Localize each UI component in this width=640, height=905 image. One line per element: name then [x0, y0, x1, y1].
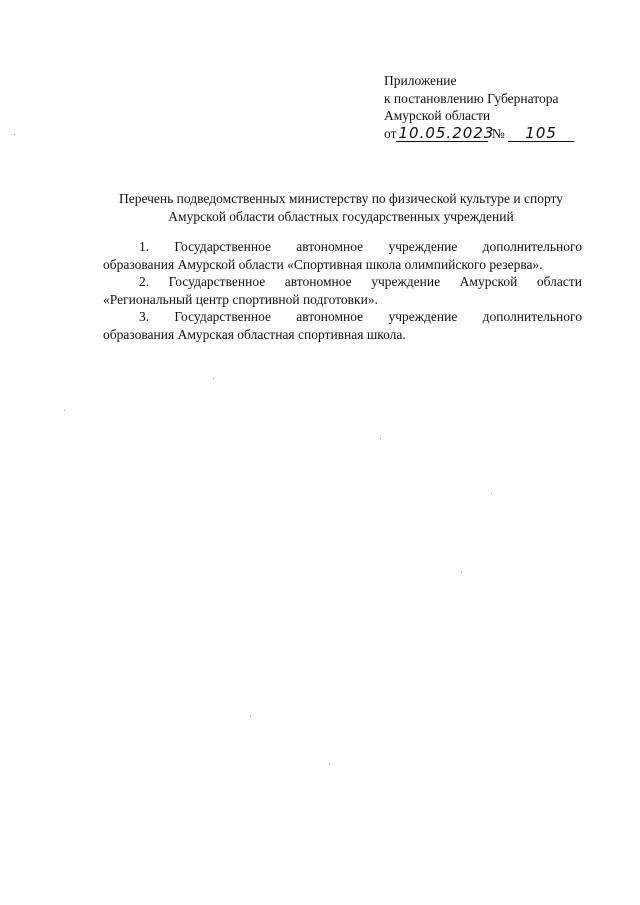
scan-speck: [213, 378, 214, 379]
list-item-first-line: [103, 308, 582, 326]
institutions-list: [103, 238, 582, 343]
scan-speck: [380, 438, 381, 439]
handwritten-date: 10.05.2023: [398, 123, 495, 142]
date-prefix: от: [384, 125, 397, 141]
scan-speck: [14, 134, 15, 135]
list-item-word: автономное: [284, 274, 352, 289]
title-line-1: Перечень подведомственных министерству по физической культуре и спорту: [118, 191, 564, 206]
title-line-2: Амурской области областных государственных учреждений: [168, 208, 514, 224]
list-item: [103, 273, 582, 308]
scan-speck: [250, 716, 251, 717]
list-item-word: учреждение: [388, 309, 458, 324]
scan-speck: [64, 410, 65, 411]
list-item-word: дополнительного: [482, 239, 582, 254]
list-item: [103, 238, 582, 273]
list-item-word: Государственное: [174, 239, 271, 254]
appendix-reference: к постановлению Губернатора: [384, 90, 559, 106]
handwritten-number: 105: [508, 126, 574, 142]
scan-speck: [461, 572, 462, 573]
number-sign: №: [491, 125, 505, 141]
list-item-word: автономное: [296, 309, 364, 324]
scan-speck: [329, 764, 330, 765]
appendix-title: Приложение: [384, 73, 457, 88]
document-title: [80, 190, 602, 225]
appendix-date-number-line: [384, 125, 604, 143]
list-item-second-line: образования Амурской области «Спортивная школа олимпийского резерва».: [103, 256, 543, 272]
list-item-word: учреждение: [371, 274, 441, 289]
list-item-word: Амурской: [459, 274, 518, 289]
list-item-first-line: [103, 238, 582, 256]
list-item-second-line: образования Амурская областная спортивная школа.: [103, 326, 406, 342]
list-item: [103, 308, 582, 343]
list-item-word: дополнительного: [482, 309, 582, 324]
list-item-number: 3.: [139, 309, 150, 324]
list-item-word: учреждение: [388, 239, 458, 254]
list-item-second-line: «Региональный центр спортивной подготовки».: [103, 291, 378, 307]
appendix-region: Амурской области: [384, 108, 491, 123]
list-item-number: 1.: [139, 239, 150, 254]
scan-speck: [491, 493, 492, 494]
appendix-block: [384, 72, 604, 142]
list-item-first-line: [103, 273, 582, 291]
list-item-word: автономное: [296, 239, 364, 254]
list-item-number: 2.: [139, 274, 150, 289]
list-item-word: Государственное: [174, 309, 271, 324]
list-item-word: области: [536, 274, 582, 289]
list-item-word: Государственное: [168, 274, 266, 289]
